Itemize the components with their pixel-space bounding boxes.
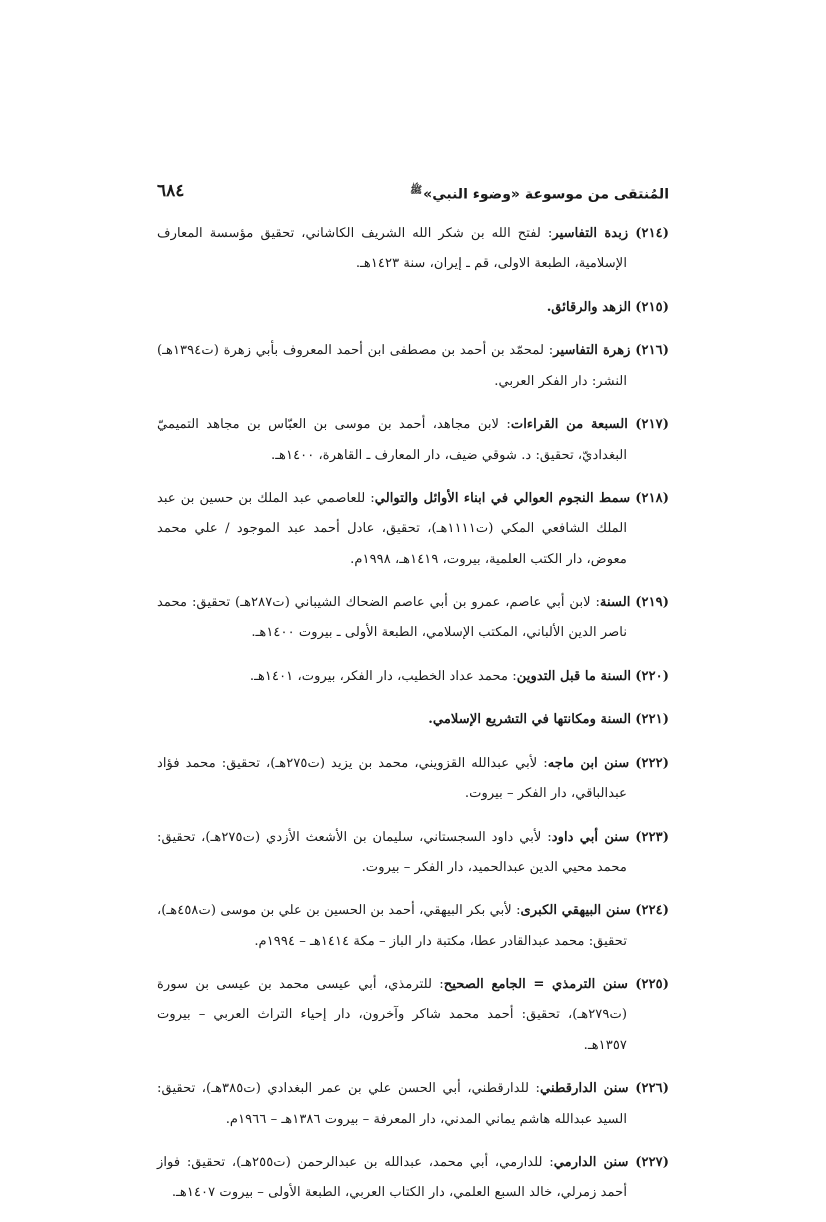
- list-item: [157, 705, 669, 735]
- entry-number: (٢٢٦): [635, 1081, 670, 1097]
- entry-number: (٢١٧): [635, 417, 669, 433]
- entry-title: سنن الدارمي: [553, 1155, 629, 1171]
- list-item: [157, 970, 669, 1061]
- entry-title: السنة ما قبل التدوين: [516, 668, 632, 684]
- bibliography-list: [157, 206, 669, 1222]
- list-item: [157, 588, 669, 649]
- entry-text: : للدارمي، أبي محمد، عبدالله بن عبدالرحمن (ت٢٥٥هـ)، تحقيق: فواز أحمد زمرلي، خالد السبع العلمي، دار الكتاب العربي، الطبعة الأولى – بيروت ١٤٠٧هـ.: [157, 1155, 627, 1201]
- entry-text: : لابن أبي عاصم، عمرو بن أبي عاصم الضحاك الشيباني (ت٢٨٧هـ) تحقيق: محمد ناصر الدين الألباني، المكتب الإسلامي، الطبعة الأولى ـ بيروت ١٤٠٠هـ.: [157, 595, 627, 641]
- salawat-icon: ﷺ: [410, 185, 423, 196]
- list-item: [157, 293, 669, 323]
- entry-title: سنن الترمذي = الجامع الصحيح: [443, 977, 628, 993]
- entry-text: : لفتح الله بن شكر الله الشريف الكاشاني، تحقيق مؤسسة المعارف الإسلامية، الطبعة الاولى، قم ـ إيران، سنة ١٤٢٣هـ.: [157, 226, 627, 272]
- entry-text: : محمد عداد الخطيب، دار الفكر، بيروت، ١٤٠١هـ.: [249, 668, 517, 684]
- entry-number: (٢٢٧): [635, 1155, 669, 1171]
- entry-title: زهرة التفاسير: [553, 343, 631, 359]
- entry-title: السنة: [599, 595, 631, 611]
- running-title-wrap: [410, 178, 669, 208]
- entry-title: السبعة من القراءات: [510, 417, 628, 433]
- entry-text: : لأبي عبدالله القزويني، محمد بن يزيد (ت٢٧٥هـ)، تحقيق: محمد فؤاد عبدالباقي، دار الفكر – بيروت.: [157, 755, 627, 802]
- list-item: [157, 1148, 669, 1209]
- list-item: [157, 662, 669, 692]
- entry-text: : لابن مجاهد، أحمد بن موسى بن العبّاس بن مجاهد التميميّ البغداديّ، تحقيق: د. شوقي ضيف، دار المعارف ـ القاهرة، ١٤٠٠هـ.: [157, 417, 627, 463]
- list-item: [157, 1074, 669, 1135]
- running-title: المُنتقى من موسوعة «وضوء النبي»: [423, 186, 669, 203]
- entry-title: زبدة التفاسير: [552, 226, 629, 242]
- entry-title: سمط النجوم العوالي في ابناء الأوائل والتوالي: [374, 491, 631, 507]
- entry-text: : للدارقطني، أبي الحسن علي بن عمر البغدادي (ت٣٨٥هـ)، تحقيق: السيد عبدالله هاشم يماني المدني، دار المعرفة – بيروت ١٣٨٦هـ – ١٩٦٦م.: [157, 1081, 627, 1127]
- list-item: [157, 484, 669, 575]
- entry-text: : لأبي بكر البيهقي، أحمد بن الحسين بن علي بن موسى (ت٤٥٨هـ)، تحقيق: محمد عبدالقادر عطا، مكتبة دار الباز – مكة ١٤١٤هـ – ١٩٩٤م.: [157, 903, 627, 949]
- entry-number: (٢١٨): [635, 491, 670, 507]
- entry-text: : لأبي داود السجستاني، سليمان بن الأشعث الأزدي (ت٢٧٥هـ)، تحقيق: محمد محيي الدين عبدالحميد، دار الفكر – بيروت.: [157, 829, 627, 875]
- list-item: [157, 219, 669, 280]
- entry-number: (٢٢٢): [635, 755, 669, 771]
- list-item: [157, 823, 669, 884]
- entry-number: (٢١٩): [635, 595, 670, 611]
- entry-number: (٢٢٣): [635, 829, 669, 845]
- entry-title: سنن ابن ماجه: [547, 755, 630, 771]
- entry-number: (٢١٤): [635, 226, 669, 242]
- entry-title: الزهد والرقائق.: [546, 299, 632, 315]
- entry-title: سنن البيهقي الكبرى: [520, 903, 631, 919]
- entry-number: (٢٢٥): [635, 977, 669, 993]
- list-item: [157, 336, 669, 397]
- entry-number: (٢١٦): [635, 343, 669, 359]
- entry-title: سنن الدارقطني: [540, 1081, 629, 1097]
- entry-title: سنن أبي داود: [551, 829, 630, 845]
- entry-number: (٢٢١): [635, 712, 669, 728]
- page-header: [157, 178, 669, 204]
- entry-number: (٢٢٠): [635, 668, 669, 684]
- entry-text: : للترمذي، أبي عيسى محمد بن عيسى بن سورة (ت٢٧٩هـ)، تحقيق: أحمد محمد شاكر وآخرون، دار إحياء التراث العربي – بيروت ١٣٥٧هـ.: [157, 977, 627, 1053]
- entry-text: : للعاصمي عبد الملك بن حسين بن عبد الملك الشافعي المكي (ت١١١١هـ)، تحقيق، عادل أحمد عبد الموجود / علي محمد معوض، دار الكتب العلمية، بيروت، ١٤١٩هـ، ١٩٩٨م.: [157, 491, 627, 567]
- entry-number: (٢١٥): [635, 299, 669, 315]
- list-item: [157, 896, 669, 957]
- page-number: ٦٨٤: [157, 181, 185, 201]
- list-item: [157, 410, 669, 471]
- entry-number: (٢٢٤): [635, 903, 669, 919]
- list-item: [157, 749, 669, 810]
- entry-text: : لمحمّد بن أحمد بن مصطفى ابن أحمد المعروف بأبي زهرة (ت١٣٩٤هـ) النشر: دار الفكر العربي.: [157, 343, 627, 389]
- entry-title: السنة ومكانتها في التشريع الإسلامي.: [428, 712, 632, 728]
